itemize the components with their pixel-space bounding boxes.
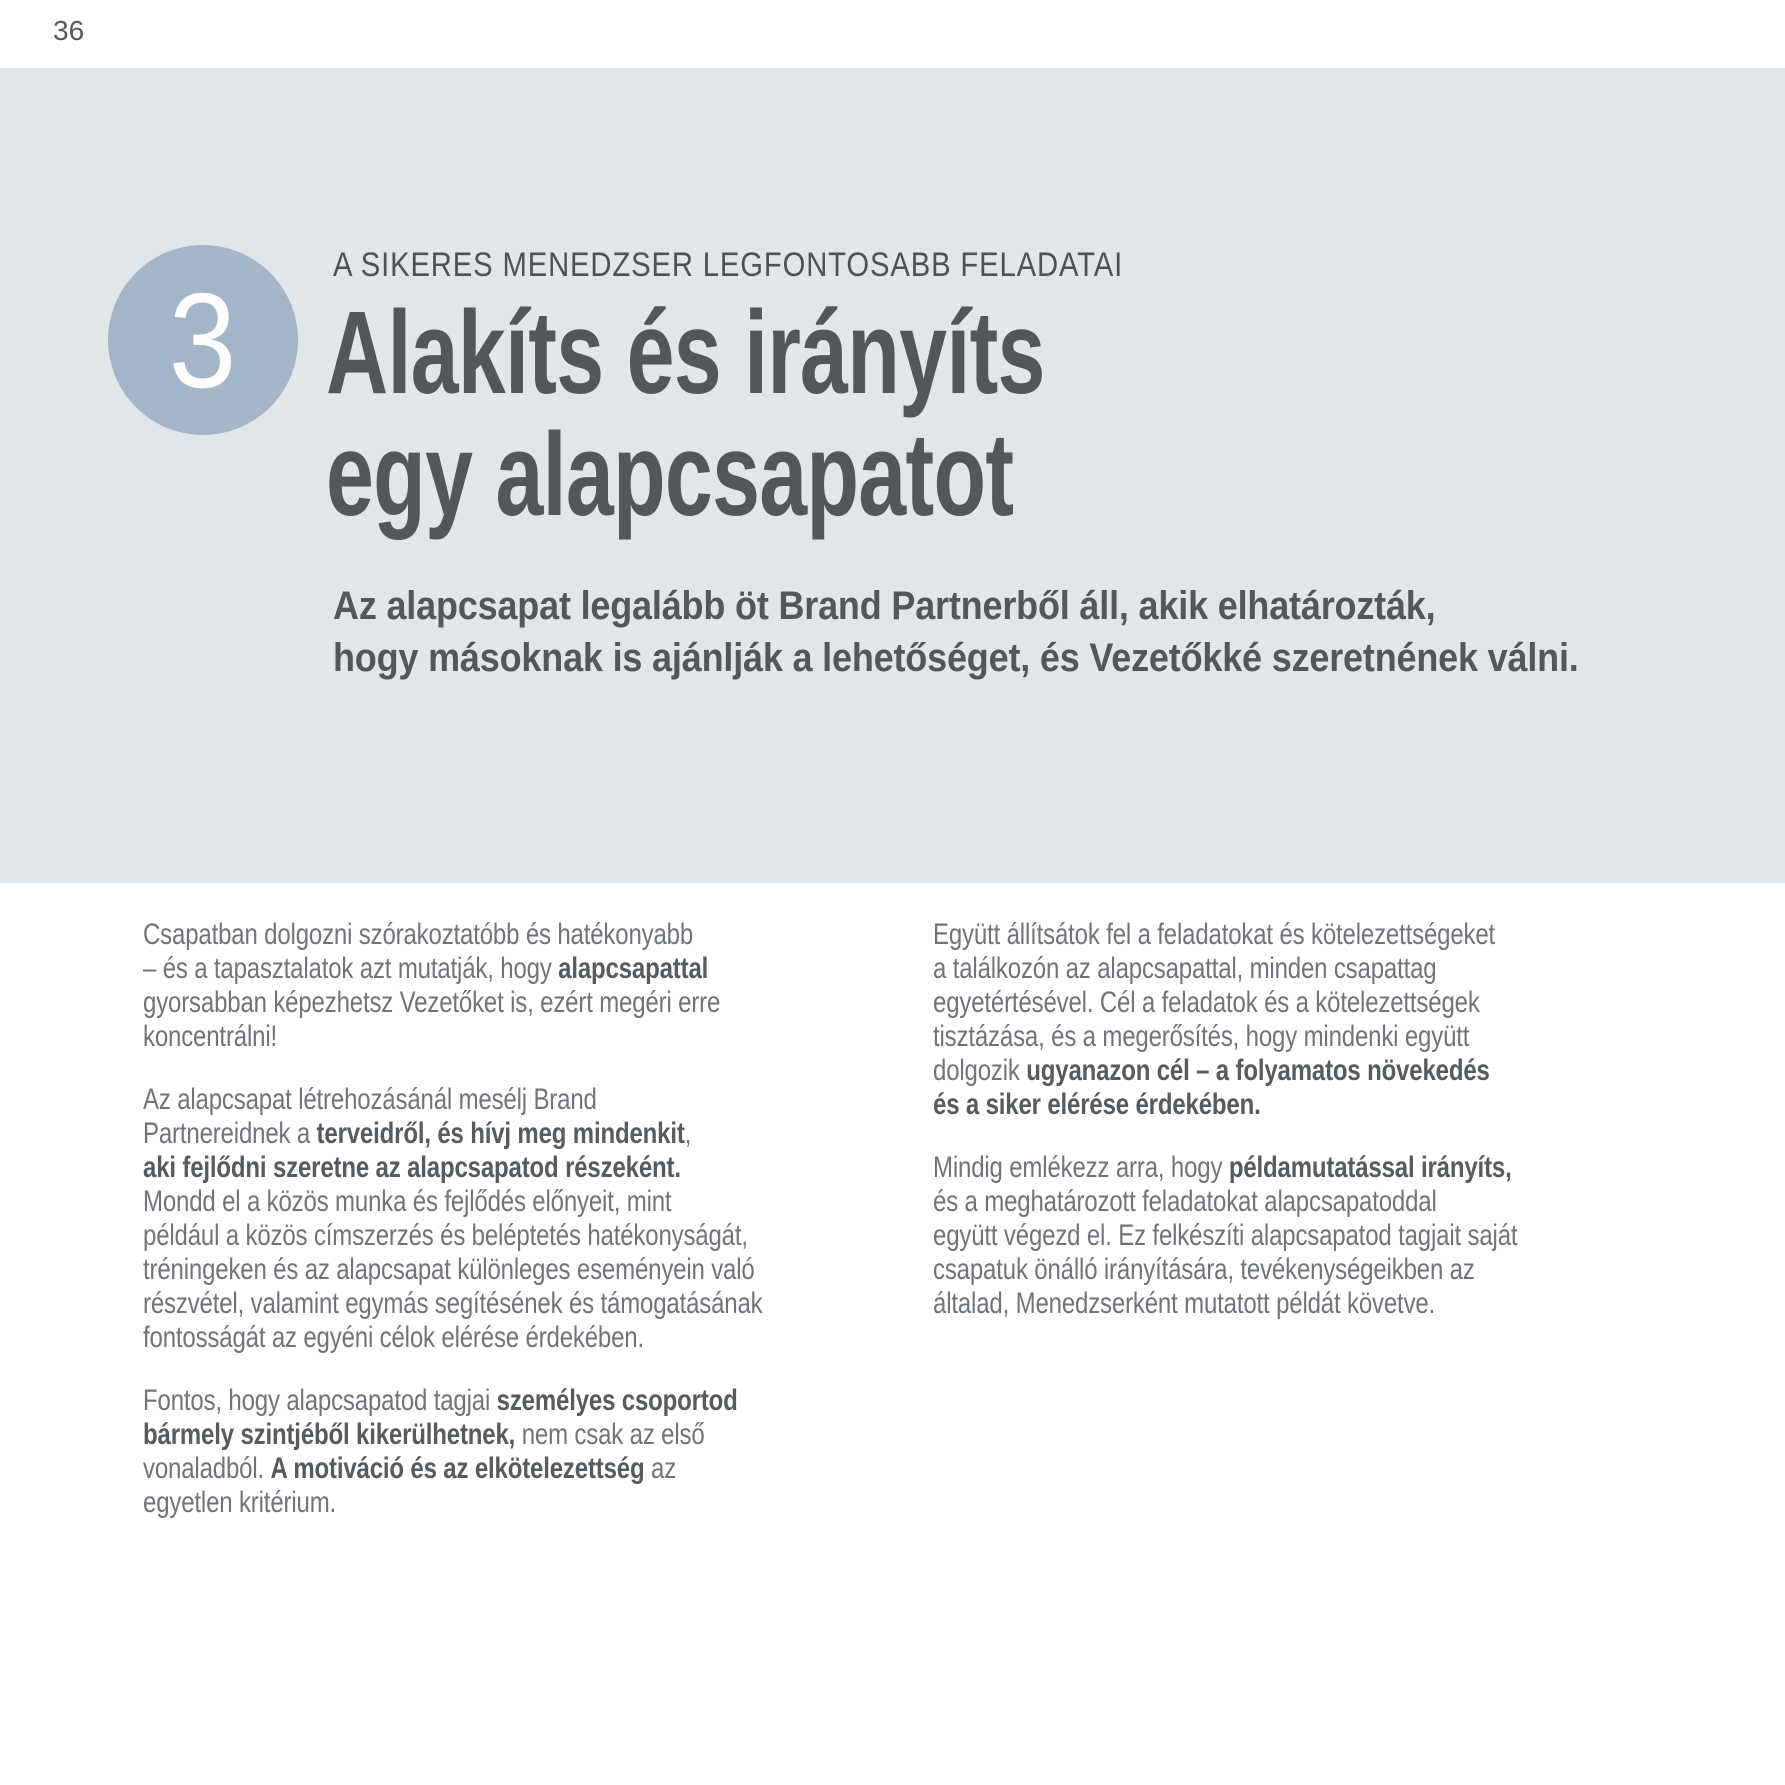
bold-text: A motiváció és az elkötelezettség	[270, 1452, 645, 1485]
text-run: például a közös címszerzés és beléptetés hatékonyságát,	[143, 1219, 748, 1252]
text-run: – és a tapasztalatok azt mutatják, hogy	[143, 952, 559, 985]
bold-text: terveidről, és hívj meg mindenkit	[316, 1117, 685, 1150]
chapter-number: 3	[169, 264, 237, 416]
text-run: a találkozón az alapcsapattal, minden csapattag	[933, 952, 1437, 985]
paragraph	[143, 1384, 767, 1520]
paragraph	[933, 918, 1557, 1122]
text-run: csapatuk önálló irányítására, tevékenységeikben az	[933, 1253, 1475, 1286]
text-run: dolgozik	[933, 1054, 1027, 1087]
text-run: nem csak az első	[515, 1418, 705, 1451]
paragraph	[933, 1151, 1557, 1321]
text-run: ,	[684, 1117, 692, 1150]
lead-paragraph-line-1: Az alapcsapat legalább öt Brand Partnerből áll, akik elhatározták,	[333, 584, 1436, 628]
bold-text: és a siker elérése érdekében.	[933, 1088, 1261, 1121]
lead-paragraph	[333, 580, 1579, 684]
lead-paragraph-line-2: hogy másoknak is ajánlják a lehetőséget, és Vezetőkké szeretnének válni.	[333, 636, 1579, 680]
bold-text: bármely szintjéből kikerülhetnek,	[143, 1418, 516, 1451]
page-title-line-2: egy alapcsapatot	[326, 409, 1014, 541]
bold-text: aki fejlődni szeretne az alapcsapatod részeként.	[143, 1151, 681, 1184]
text-run: vonaladból.	[143, 1452, 271, 1485]
text-run: tréningeken és az alapcsapat különleges eseményein való	[143, 1253, 755, 1286]
text-run: Mindig emlékezz arra, hogy	[933, 1151, 1229, 1184]
chapter-kicker: A SIKERES MENEDZSER LEGFONTOSABB FELADATAI	[333, 246, 1124, 284]
text-run: Együtt állítsátok fel a feladatokat és kötelezettségeket	[933, 918, 1496, 951]
text-run: egyetlen kritérium.	[143, 1486, 337, 1519]
paragraph	[143, 1083, 767, 1355]
text-run: Az alapcsapat létrehozásánál mesélj Brand	[143, 1083, 597, 1116]
body-column-right	[933, 918, 1557, 1350]
page-title	[326, 287, 1045, 541]
bold-text: személyes csoportod	[496, 1384, 738, 1417]
chapter-header-band	[0, 68, 1785, 883]
text-run: részvétel, valamint egymás segítésének és támogatásának	[143, 1287, 763, 1320]
text-run: Mondd el a közös munka és fejlődés előnyeit, mint	[143, 1185, 672, 1218]
text-run: gyorsabban képezhetsz Vezetőket is, ezért megéri erre	[143, 986, 721, 1019]
bold-text: példamutatással irányíts,	[1228, 1151, 1512, 1184]
page-title-line-1: Alakíts és irányíts	[326, 287, 1045, 419]
page-number: 36	[53, 15, 85, 46]
chapter-number-badge	[108, 245, 298, 435]
text-run: együtt végezd el. Ez felkészíti alapcsapatod tagjait saját	[933, 1219, 1518, 1252]
text-run: tisztázása, és a megerősítés, hogy mindenki együtt	[933, 1020, 1470, 1053]
text-run: az	[644, 1452, 677, 1485]
text-run: Fontos, hogy alapcsapatod tagjai	[143, 1384, 497, 1417]
bold-text: ugyanazon cél – a folyamatos növekedés	[1026, 1054, 1490, 1087]
text-run: általad, Menedzserként mutatott példát követve.	[933, 1287, 1436, 1320]
body-column-left	[143, 918, 767, 1549]
text-run: fontosságát az egyéni célok elérése érdekében.	[143, 1321, 644, 1354]
paragraph	[143, 918, 767, 1054]
bold-text: alapcsapattal	[558, 952, 709, 985]
text-run: és a meghatározott feladatokat alapcsapatoddal	[933, 1185, 1437, 1218]
text-run: koncentrálni!	[143, 1020, 277, 1053]
text-run: Partnereidnek a	[143, 1117, 317, 1150]
text-run: egyetértésével. Cél a feladatok és a kötelezettségek	[933, 986, 1480, 1019]
text-run: Csapatban dolgozni szórakoztatóbb és hatékonyabb	[143, 918, 694, 951]
